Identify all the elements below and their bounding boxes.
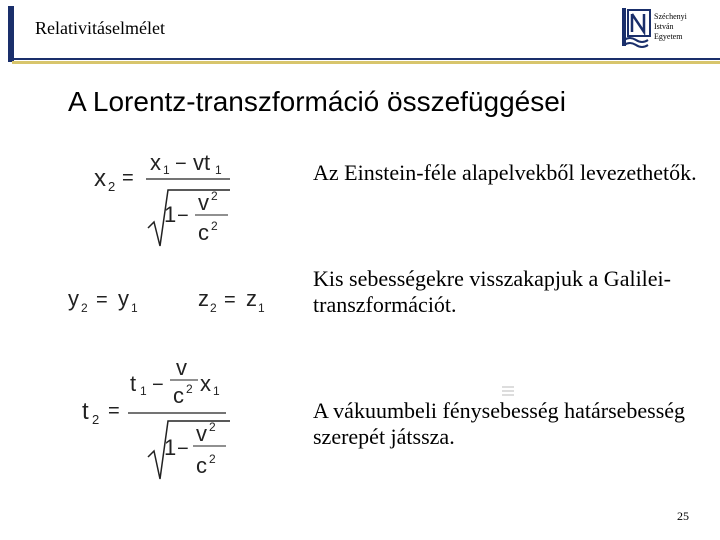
svg-text:vt: vt [193,150,211,175]
svg-text:v: v [176,355,187,380]
svg-text:1: 1 [215,163,222,177]
svg-text:2: 2 [210,301,217,315]
svg-text:z: z [246,286,257,311]
svg-text:y: y [68,286,79,311]
svg-text:2: 2 [209,452,216,466]
svg-text:1: 1 [163,163,170,177]
header-accent-bar [8,6,14,62]
formula-x2-graphic [90,150,240,250]
svg-text:c: c [196,453,207,478]
svg-text:=: = [122,167,134,189]
faint-placeholder-icon [500,384,516,398]
svg-text:1: 1 [164,435,177,460]
formula-y2-graphic [66,284,156,320]
header-title: Relativitáselmélet [35,18,165,38]
svg-text:−: − [177,205,189,227]
svg-text:1: 1 [213,384,220,398]
page-number: 25 [677,509,689,523]
formula-z2 [196,284,276,325]
svg-text:t: t [130,371,137,396]
slide-title: A Lorentz-transzformáció összefüggései [68,86,567,117]
svg-text:v: v [196,421,207,446]
svg-text:2: 2 [92,412,100,427]
svg-text:2: 2 [81,301,88,315]
logo-line-3: Egyetem [654,32,683,41]
university-logo-icon [620,6,654,50]
svg-text:=: = [108,400,120,422]
svg-text:=: = [96,289,108,311]
svg-text:2: 2 [209,420,216,434]
header-divider-blue [12,58,720,60]
statement-1: Az Einstein-féle alapelvekből levezethetők. [313,160,697,185]
svg-text:t: t [82,398,89,425]
svg-text:=: = [224,289,236,311]
svg-text:1: 1 [258,301,265,315]
svg-text:−: − [152,374,164,396]
logo-caption [654,12,687,42]
svg-text:x: x [150,150,161,175]
formula-y2 [66,284,156,325]
formula-t2-graphic [80,355,240,485]
svg-text:y: y [118,286,129,311]
statement-3: A vákuumbeli fénysebesség határsebesség szerepét játssza. [313,398,686,449]
svg-text:2: 2 [108,179,116,194]
svg-text:1: 1 [140,384,147,398]
logo-line-2: István [654,22,674,31]
svg-text:−: − [175,153,187,175]
svg-text:2: 2 [211,189,218,203]
formula-t2 [80,355,240,490]
svg-text:c: c [198,220,209,245]
svg-text:2: 2 [186,382,193,396]
svg-text:x: x [94,165,106,192]
formula-x2 [90,150,240,255]
svg-text:2: 2 [211,219,218,233]
svg-text:v: v [198,190,209,215]
statement-2: Kis sebességekre visszakapjuk a Galilei-transzformációt. [313,266,671,317]
header-divider-gold [12,61,720,64]
formula-z2-graphic [196,284,276,320]
svg-text:z: z [198,286,209,311]
logo-line-1: Széchenyi [654,12,687,21]
svg-text:1: 1 [131,301,138,315]
svg-text:c: c [173,383,184,408]
svg-text:1: 1 [164,202,177,227]
svg-text:x: x [200,371,211,396]
svg-text:−: − [177,438,189,460]
